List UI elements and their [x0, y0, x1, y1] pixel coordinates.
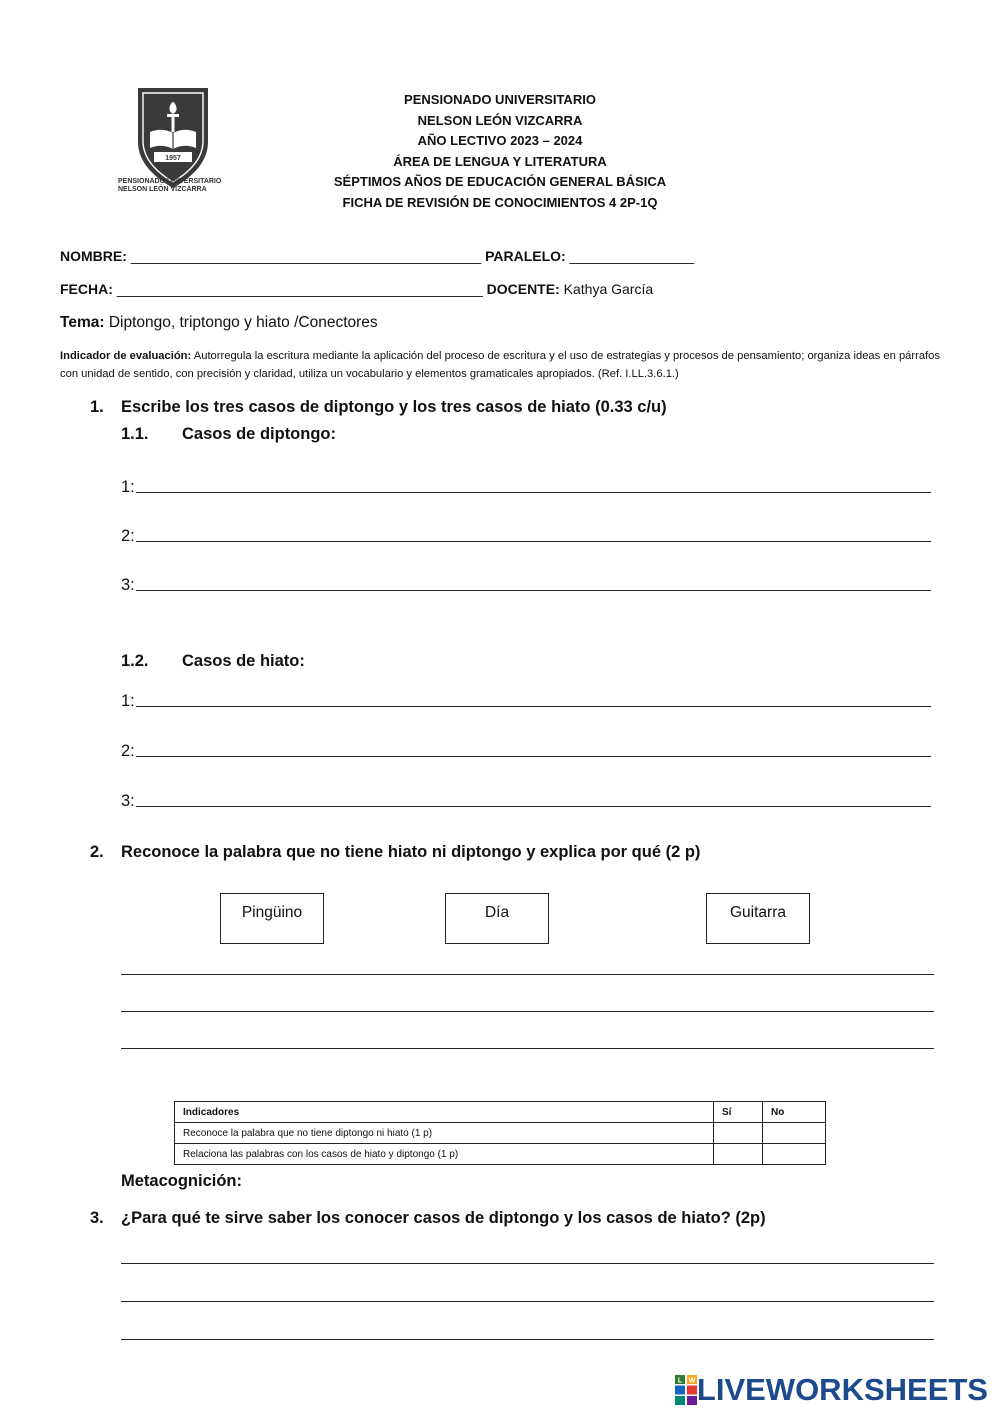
docente-value: Kathya García — [563, 281, 654, 297]
table-cell-indicator: Reconoce la palabra que no tiene diptongo ni hiato (1 p) — [175, 1123, 714, 1144]
subsection-1-1-number: 1.1. — [121, 425, 149, 443]
question-1-text: Escribe los tres casos de diptongo y los tres casos de hiato (0.33 c/u) — [121, 398, 667, 416]
metacognicion-answer-line-2[interactable] — [121, 1301, 934, 1302]
table-cell-no[interactable] — [763, 1144, 826, 1165]
table-row — [175, 1144, 826, 1165]
nombre-row — [60, 248, 694, 264]
answer-label: 1: — [121, 478, 135, 496]
metacognicion-heading: Metacognición: — [121, 1172, 243, 1190]
table-header-row — [175, 1102, 826, 1123]
subsection-1-1-title: Casos de diptongo: — [182, 425, 336, 443]
liveworksheets-watermark[interactable] — [675, 1372, 988, 1408]
answer-label: 2: — [121, 742, 135, 760]
tema-value: Diptongo, triptongo y hiato /Conectores — [108, 314, 378, 331]
hiato-answer-line-1[interactable] — [121, 692, 931, 711]
hiato-answer-line-3[interactable] — [121, 792, 931, 811]
logo-year: 1957 — [165, 155, 181, 162]
question-3-text: ¿Para qué te sirve saber los conocer casos de diptongo y los casos de hiato? (2p) — [121, 1209, 766, 1227]
header-line: SÉPTIMOS AÑOS DE EDUCACIÓN GENERAL BÁSICA — [333, 174, 667, 189]
hiato-answer-line-2[interactable] — [121, 742, 931, 761]
docente-label: DOCENTE: — [486, 281, 560, 297]
word-box-guitarra[interactable]: Guitarra — [706, 893, 810, 944]
header-line: FICHA DE REVISIÓN DE CONOCIMIENTOS 4 2P-1Q — [342, 194, 658, 210]
word-box-pinguino[interactable]: Pingüino — [220, 893, 324, 944]
paralelo-field[interactable]: ________________ — [569, 248, 695, 264]
explanation-answer-line-2[interactable] — [121, 1011, 934, 1012]
metacognicion-answer-line-3[interactable] — [121, 1339, 934, 1340]
table-header-no: No — [763, 1102, 826, 1123]
question-2-text: Reconoce la palabra que no tiene hiato ni diptongo y explica por qué (2 p) — [121, 843, 701, 861]
metacognicion-answer-line-1[interactable] — [121, 1263, 934, 1264]
logo-name-line1: PENSIONADO UNIVERSITARIO — [118, 178, 222, 185]
table-cell-si[interactable] — [714, 1144, 763, 1165]
table-header-si: Sí — [714, 1102, 763, 1123]
document-header — [250, 90, 750, 213]
question-2-number: 2. — [90, 843, 104, 861]
liveworksheets-icon — [675, 1375, 697, 1405]
indicador-paragraph — [60, 347, 940, 383]
question-1-number: 1. — [90, 398, 104, 416]
fecha-row — [60, 281, 653, 297]
liveworksheets-text: LIVEWORKSHEETS — [696, 1372, 988, 1407]
header-line: NELSON LEÓN VIZCARRA — [417, 112, 583, 128]
table-cell-si[interactable] — [714, 1123, 763, 1144]
paralelo-label: PARALELO: — [485, 248, 566, 264]
header-line: AÑO LECTIVO 2023 – 2024 — [417, 133, 583, 148]
table-header-indicadores: Indicadores — [175, 1102, 714, 1123]
diptongo-answer-line-1[interactable] — [121, 478, 931, 497]
fecha-label: FECHA: — [60, 281, 113, 297]
nombre-field[interactable]: _____________________________________________ — [130, 248, 482, 264]
indicador-text: Autorregula la escritura mediante la aplicación del proceso de escritura y el uso de estrategias y procesos de pensamiento; organiza ideas en párrafos con unidad de sentido, con precisión y claridad, utiliza un vocabulario y elementos gramaticales apropiados. (Ref. I.LL.3.6.1.) — [60, 350, 940, 380]
header-line: ÁREA DE LENGUA Y LITERATURA — [393, 153, 607, 169]
fecha-field[interactable]: _______________________________________________ — [116, 281, 483, 297]
answer-label: 3: — [121, 576, 135, 594]
diptongo-answer-line-2[interactable] — [121, 527, 931, 546]
table-cell-indicator: Relaciona las palabras con los casos de hiato y diptongo (1 p) — [175, 1144, 714, 1165]
nombre-label: NOMBRE: — [60, 248, 127, 264]
answer-label: 2: — [121, 527, 135, 545]
svg-text:L: L — [677, 1377, 683, 1385]
tema-row — [60, 314, 378, 332]
logo-caption — [118, 178, 230, 194]
indicators-table — [174, 1101, 826, 1165]
table-row — [175, 1123, 826, 1144]
answer-label: 1: — [121, 692, 135, 710]
word-box-dia[interactable]: Día — [445, 893, 549, 944]
svg-text:W: W — [688, 1377, 696, 1385]
logo-name-line2: NELSON LEÓN VIZCARRA — [118, 186, 207, 193]
tema-label: Tema: — [60, 314, 105, 331]
question-3-number: 3. — [90, 1209, 104, 1227]
subsection-1-2-number: 1.2. — [121, 652, 149, 670]
explanation-answer-line-3[interactable] — [121, 1048, 934, 1049]
answer-label: 3: — [121, 792, 135, 810]
table-cell-no[interactable] — [763, 1123, 826, 1144]
header-line: PENSIONADO UNIVERSITARIO — [404, 92, 596, 107]
subsection-1-2-title: Casos de hiato: — [182, 652, 305, 670]
diptongo-answer-line-3[interactable] — [121, 576, 931, 595]
indicador-label: Indicador de evaluación: — [60, 350, 192, 362]
explanation-answer-line-1[interactable] — [121, 974, 934, 975]
